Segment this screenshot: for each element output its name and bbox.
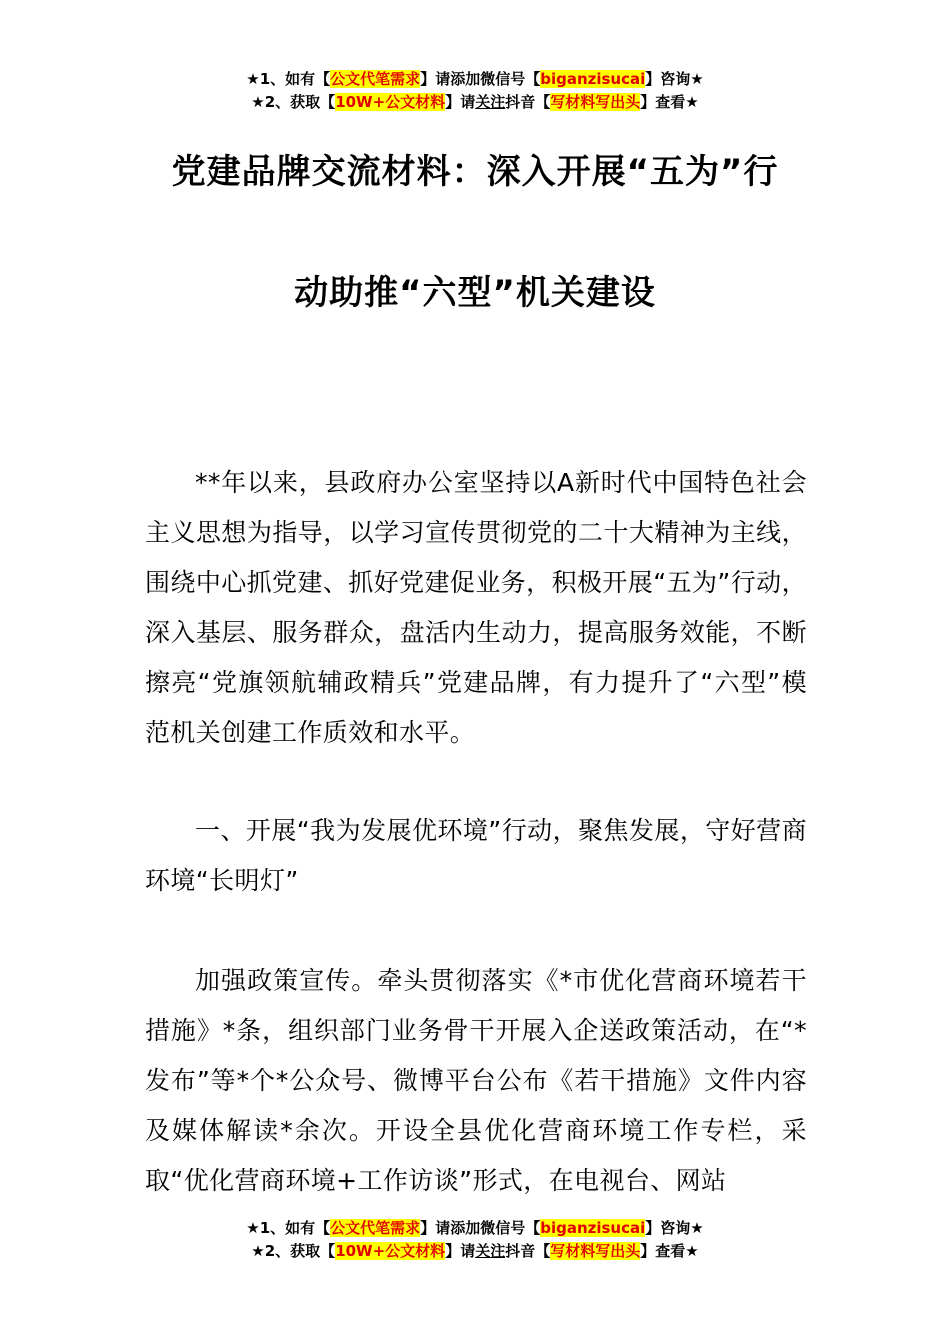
banner-underline: 关注 xyxy=(475,93,506,111)
paragraph-policy: 加强政策宣传。牵头贯彻落实《*市优化营商环境若干措施》*条，组织部门业务骨干开展入企送政策活动，在“*发布”等*个*公众号、微博平台公布《若干措施》文件内容及媒体解读*余次。开设全县优化营商环境工作专栏，采取“优化营商环境+工作访谈”形式，在电视台、网站 xyxy=(145,966,807,1195)
banner-text: 抖音【 xyxy=(505,93,551,111)
banner-line-1 xyxy=(0,1217,950,1240)
banner-text: 】咨询★ xyxy=(645,70,704,88)
banner-text: 】查看★ xyxy=(640,1242,699,1260)
banner-text: 】请 xyxy=(445,1242,476,1260)
document-title-line-1: 党建品牌交流材料：深入开展“五为”行 xyxy=(171,152,779,192)
document-title-line-2: 动助推“六型”机关建设 xyxy=(294,273,656,313)
banner-line-2 xyxy=(0,91,950,114)
banner-highlight: 写材料写出头 xyxy=(550,1242,641,1260)
banner-highlight: 公文代笔需求 xyxy=(330,70,421,88)
banner-highlight: biganzisucai xyxy=(540,70,646,88)
paragraph-intro: **年以来，县政府办公室坚持以A新时代中国特色社会主义思想为指导，以学习宣传贯彻党的二十大精神为主线，围绕中心抓党建、抓好党建促业务，积极开展“五为”行动，深入基层、服务群众，盘活内生动力，提高服务效能，不断擦亮“党旗领航辅政精兵”党建品牌，有力提升了“六型”模范机关创建工作质效和水平。 xyxy=(145,468,807,747)
banner-text: ★1、如有【 xyxy=(246,1219,331,1237)
banner-highlight: 10W+公文材料 xyxy=(335,93,446,111)
banner-highlight: 写材料写出头 xyxy=(550,93,641,111)
banner-highlight: 公文代笔需求 xyxy=(330,1219,421,1237)
banner-text: 】请 xyxy=(445,93,476,111)
banner-underline: 关注 xyxy=(475,1242,506,1260)
banner-line-1 xyxy=(0,68,950,91)
banner-text: ★1、如有【 xyxy=(246,70,331,88)
header-banner xyxy=(0,68,950,114)
banner-highlight: 10W+公文材料 xyxy=(335,1242,446,1260)
banner-text: 抖音【 xyxy=(505,1242,551,1260)
banner-text: ★2、获取【 xyxy=(251,1242,336,1260)
section-heading-1: 一、开展“我为发展优环境”行动，聚焦发展，守好营商环境“长明灯” xyxy=(145,816,807,895)
banner-line-2 xyxy=(0,1240,950,1263)
footer-banner xyxy=(0,1217,950,1263)
banner-text: ★2、获取【 xyxy=(251,93,336,111)
banner-text: 】请添加微信号【 xyxy=(420,1219,541,1237)
banner-text: 】请添加微信号【 xyxy=(420,70,541,88)
banner-highlight: biganzisucai xyxy=(540,1219,646,1237)
banner-text: 】咨询★ xyxy=(645,1219,704,1237)
banner-text: 】查看★ xyxy=(640,93,699,111)
